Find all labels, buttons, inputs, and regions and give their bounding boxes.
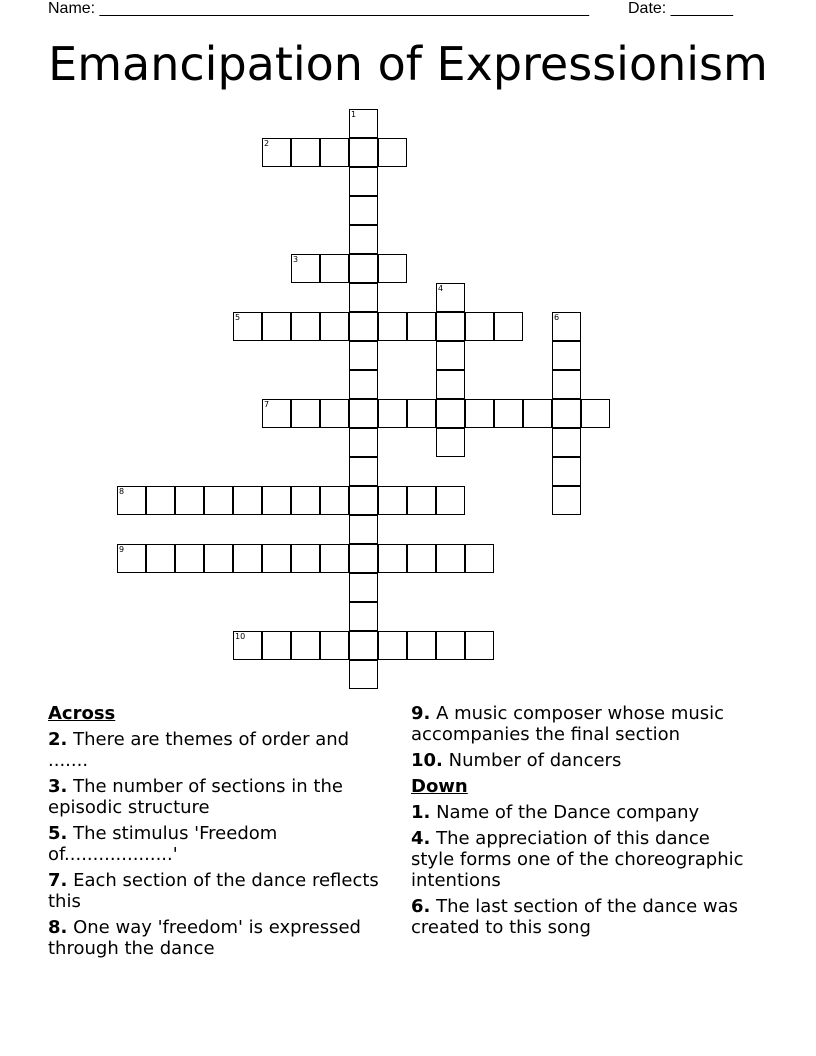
across-clue-list [48,729,393,959]
clue-text: Each section of the dance reflects this [48,870,379,912]
clue-number-label: 7. [48,870,68,891]
clue-number-label: 9. [411,703,431,724]
clue-number-label: 5. [48,823,68,844]
crossword-cell[interactable] [552,428,581,457]
clue-text: The stimulus 'Freedom of...................' [48,823,278,865]
crossword-cell[interactable] [552,341,581,370]
clue-text: Number of dancers [442,750,622,771]
crossword-cell[interactable] [407,399,436,428]
crossword-cell[interactable] [465,399,494,428]
page-title: Emancipation of Expressionism [48,37,768,91]
crossword-cell[interactable] [378,312,407,341]
clue-item [411,896,756,938]
crossword-cell[interactable] [175,486,204,515]
clue-number-label: 3. [48,776,68,797]
crossword-cell[interactable] [349,225,378,254]
clue-item [411,802,756,823]
crossword-cell[interactable] [407,544,436,573]
crossword-cell[interactable] [349,138,378,167]
crossword-cell[interactable] [349,660,378,689]
clues-right-column [411,703,756,943]
clue-item [48,917,393,959]
clue-number: 5 [235,313,241,322]
crossword-cell[interactable] [407,631,436,660]
crossword-cell[interactable] [436,631,465,660]
date-field[interactable]: Date: _______ [628,0,733,17]
clue-number-label: 2. [48,729,68,750]
crossword-cell[interactable] [407,312,436,341]
crossword-cell[interactable] [262,544,291,573]
crossword-cell[interactable] [407,486,436,515]
crossword-cell[interactable] [349,573,378,602]
clue-number: 4 [438,284,444,293]
crossword-cell[interactable] [494,399,523,428]
crossword-cell[interactable] [320,138,349,167]
crossword-cell[interactable] [291,486,320,515]
crossword-cell[interactable] [349,370,378,399]
crossword-cell[interactable] [378,399,407,428]
crossword-cell[interactable] [349,196,378,225]
crossword-cell[interactable] [349,457,378,486]
crossword-cell[interactable] [349,254,378,283]
clue-number-label: 10. [411,750,443,771]
clue-number: 8 [119,487,125,496]
crossword-cell[interactable] [378,544,407,573]
clue-item [411,828,756,891]
crossword-cell[interactable] [291,312,320,341]
clue-item [48,870,393,912]
clue-number: 7 [264,400,270,409]
crossword-cell[interactable] [291,544,320,573]
across-heading: Across [48,703,116,724]
crossword-cell[interactable] [146,544,175,573]
crossword-cell[interactable] [552,370,581,399]
crossword-cell[interactable] [378,631,407,660]
clue-item [48,776,393,818]
crossword-cell[interactable] [436,428,465,457]
crossword-cell[interactable] [349,167,378,196]
clue-text: The number of sections in the episodic structure [48,776,343,818]
clue-number: 6 [554,313,560,322]
crossword-cell[interactable] [204,486,233,515]
crossword-cell[interactable] [320,544,349,573]
clue-number: 1 [351,110,357,119]
clue-number: 2 [264,139,270,148]
crossword-cell[interactable] [320,312,349,341]
clue-item [48,729,393,771]
crossword-cell[interactable] [320,631,349,660]
clues-left-column [48,703,393,964]
clue-text: The appreciation of this dance style forms one of the choreographic intentions [411,828,744,891]
crossword-cell[interactable] [204,544,233,573]
clue-number: 3 [293,255,299,264]
crossword-cell[interactable] [349,544,378,573]
crossword-cell[interactable] [552,486,581,515]
crossword-cell[interactable] [262,631,291,660]
clue-item [48,823,393,865]
crossword-cell[interactable] [436,486,465,515]
crossword-cell[interactable] [233,544,262,573]
crossword-cell[interactable] [552,399,581,428]
crossword-cell[interactable] [349,399,378,428]
crossword-cell[interactable] [262,312,291,341]
crossword-cell[interactable] [291,399,320,428]
crossword-cell[interactable] [262,486,291,515]
crossword-cell[interactable] [436,312,465,341]
crossword-cell[interactable] [291,138,320,167]
crossword-cell[interactable] [146,486,175,515]
crossword-cell[interactable] [465,631,494,660]
crossword-cell[interactable] [349,283,378,312]
crossword-cell[interactable] [349,428,378,457]
crossword-cell[interactable] [523,399,552,428]
crossword-cell[interactable] [349,341,378,370]
name-field[interactable]: Name: _______________________________________________________ [48,0,589,17]
crossword-cell[interactable] [320,254,349,283]
clue-number-label: 6. [411,896,431,917]
crossword-cell[interactable] [378,254,407,283]
crossword-cell[interactable] [465,312,494,341]
crossword-cell[interactable] [436,370,465,399]
crossword-cell[interactable] [552,457,581,486]
crossword-cell[interactable] [378,138,407,167]
clue-text: One way 'freedom' is expressed through the dance [48,917,361,959]
clue-number: 9 [119,545,125,554]
crossword-cell[interactable] [349,312,378,341]
crossword-cell[interactable] [320,486,349,515]
crossword-cell[interactable] [233,486,262,515]
down-heading: Down [411,776,468,797]
down-clue-list [411,802,756,938]
crossword-cell[interactable] [436,341,465,370]
clue-text: Name of the Dance company [430,802,700,823]
across-clue-list-continued [411,703,756,771]
crossword-cell[interactable] [349,515,378,544]
clue-number-label: 4. [411,828,431,849]
clue-number-label: 1. [411,802,431,823]
crossword-cell[interactable] [436,399,465,428]
crossword-cell[interactable] [175,544,204,573]
crossword-cell[interactable] [378,486,407,515]
crossword-cell[interactable] [349,631,378,660]
crossword-cell[interactable] [349,486,378,515]
clue-text: A music composer whose music accompanies the final section [411,703,725,745]
crossword-cell[interactable] [581,399,610,428]
crossword-cell[interactable] [494,312,523,341]
clue-number: 10 [235,632,246,641]
clue-number-label: 8. [48,917,68,938]
crossword-cell[interactable] [465,544,494,573]
crossword-cell[interactable] [349,602,378,631]
clue-text: The last section of the dance was created to this song [411,896,739,938]
clue-text: There are themes of order and ....... [48,729,350,771]
clue-item [411,703,756,745]
crossword-cell[interactable] [291,631,320,660]
crossword-cell[interactable] [320,399,349,428]
crossword-cell[interactable] [436,544,465,573]
clue-item [411,750,756,771]
